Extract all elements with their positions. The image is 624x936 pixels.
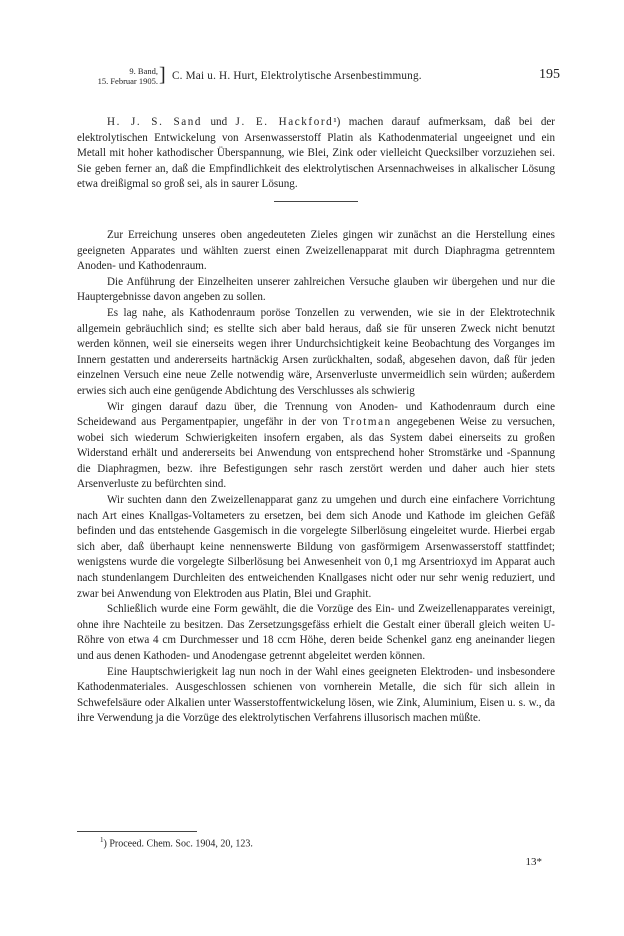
paragraph: Schließlich wurde eine Form gewählt, die die Vorzüge des Ein- und Zweizellenapparates vereinigt, ohne ihre Nachteile zu besitzen. Das Zersetzungsgefäss erhielt die Gestalt einer überall gleich weiten U-Röhre von etwa 4 cm Durchmesser und 18 ccm Höhe, deren beide Schenkel ganz eng aneinander liegen und aus denen Kathoden- und Anodengase getrennt abgeleitet werden können. [77,603,555,662]
paragraph: Eine Hauptschwierigkeit lag nun noch in der Wahl eines geeigneten Elektroden- und insbesondere Kathodenmateriales. Ausgeschlossen schienen von vornherein Metalle, die sich für sich allein in Schwefelsäure oder Alkalien unter Wasserstoffentwickelung lösen, wie Zink, Aluminium, Eisen u. s. w., da ihre Verwendung ja die Vorzüge des elektrolytischen Verfahrens illusorisch machen müßte. [77,665,555,725]
paragraph: Zur Erreichung unseres oben angedeuteten Zieles gingen wir zunächst an die Herstellung eines geeigneten Apparates und wählten zuerst einen Zweizellenapparat mit durch Diaphragma getrenntem Anoden- und Kathodenraum. [77,228,555,273]
author-name-sand: H. J. S. Sand [107,116,203,128]
header-bracket: ] [159,64,166,86]
paragraph: Es lag nahe, als Kathodenraum poröse Tonzellen zu verwenden, wie sie in der Elektrotechnik allgemein gebräuchlich sind; es stellte sich aber bald heraus, daß sie für unseren Zweck nicht benutzt werden können, weil sie einerseits wegen ihrer Undurchsichtigkeit keine Beobachtung des Vorganges im Innern gestatten und andererseits hartnäckig Arsen zurückhalten, sodaß, abgesehen davon, daß für jeden einzelnen Versuch eine neue Zelle notwendig wäre, Arsenverluste unvermeidlich sein würden; außerdem erwies sich auch eine genügende Abdichtung des Verschlusses als schwierig [77,306,555,397]
paragraph-trotman: Wir gingen darauf dazu über, die Trennung von Anoden- und Kathodenraum durch eine Scheidewand aus Pergamentpapier, ungefähr in der von Trotman angegebenen Weise zu versuchen, wobei sich wiederum Schwierigkeiten insofern ergaben, als das System dabei einerseits zu großen Widerstand erhält und andererseits bei Anwendung von entsprechend hoher Stromstärke und -Spannung die Diaphragmen, bezw. ihre Befestigungen sehr rasch zerstört werden und daher auch hier stets Arsenverluste zu befürchten sind. [77,400,555,491]
paragraph-sand-hackford: H. J. S. Sand und J. E. Hackford¹) machen darauf aufmerksam, daß bei der elektrolytischen Entwickelung von Arsenwasserstoff Platin als Kathodenmaterial ungeeignet und ein Metall mit hoher kathodischer Überspannung, wie Blei, Zink oder vielleicht Quecksilber vorzuziehen sei. Sie geben ferner an, daß die Empfindlichkeit des elektrolytischen Arsennachweises in alkalischer Lösung etwa dreißigmal so groß sei, als in saurer Lösung. [77,116,555,191]
author-name-hackford: J. E. Hackford [235,116,334,128]
section-separator [274,201,358,202]
issue-date: 15. Februar 1905. [97,76,158,86]
footnote-ref: ¹) [333,116,341,128]
footnote-text: ) Proceed. Chem. Soc. 1904, 20, 123. [103,838,253,850]
article-body [77,115,555,727]
sheet-signature: 13* [525,856,542,868]
running-header [72,64,560,92]
footnote-mark: 1 [100,836,104,844]
page-number: 195 [539,67,560,82]
volume-date [72,66,158,86]
volume-label: 9. Band, [129,66,158,76]
author-name-trotman: Trotman [342,416,392,429]
paragraph: Wir suchten dann den Zweizellenapparat ganz zu umgehen und durch eine einfachere Vorrichtung nach Art eines Knallgas-Voltameters zu ersetzen, bei dem sich Anode und Kathode im gleichen Gefäß befinden und das entstehende Gasgemisch in die vorgelegte Silberlösung eingeleitet wurde. Hierbei ergab sich aber, daß überhaupt keine nennenswerte Bildung von gasförmigem Arsenwasserstoff stattfindet; wenigstens wurde die vorgelegte Silberlösung bei Anwesenheit von 0,1 mg Arsentrioxyd im Apparat auch nach stundenlangem Durchleiten des entweichenden Knallgases nicht oder nur sehr wenig reduziert, und zwar bei Anwendung von Elektroden aus Platin, Blei und Graphit. [77,494,555,600]
running-title: C. Mai u. H. Hurt, Elektrolytische Arsenbestimmung. [172,70,422,82]
footnote [100,836,253,849]
footnote-rule [77,831,197,832]
paragraph: Die Anführung der Einzelheiten unserer zahlreichen Versuche glauben wir übergehen und nur die Hauptergebnisse davon angeben zu sollen. [77,275,555,304]
